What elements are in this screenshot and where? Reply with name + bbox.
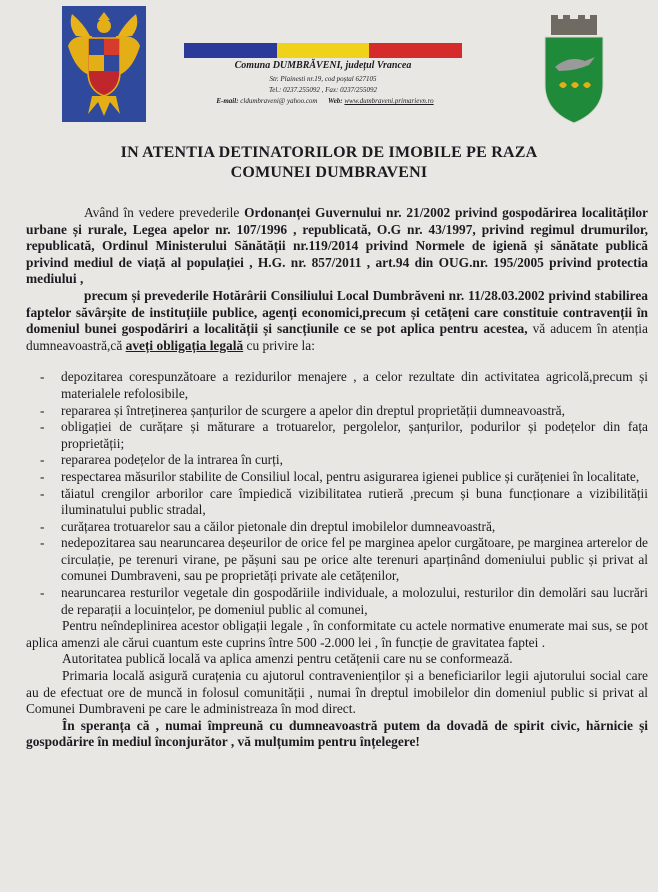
legal-obligation-emphasis: aveți obligația legală	[125, 337, 244, 353]
phone-line: Tel.: 0237.255092 , Fax: 0237/255092	[268, 86, 378, 94]
notice-title-line1: IN ATENTIA DETINATORILOR DE IMOBILE PE RAZA	[120, 144, 538, 161]
flag-yellow-stripe	[277, 43, 370, 58]
closing-thanks-paragraph: În speranța că , numai împreună cu dumneavoastră putem da dovadă de spirit civic, hărnicie și gospodărire în mediul înconjurător , vă mulțumim pentru înțelegere!	[26, 717, 648, 750]
intro-text: Având în vedere prevederile	[84, 205, 245, 220]
fines-paragraph: Pentru neîndeplinirea acestor obligații legale , în conformitate cu actele normative enumerate mai sus, se pot aplica amenzi ale cărui cuantum este cuprins între 500 -2.000 lei , în funcție de gravitatea faptei .	[26, 618, 648, 650]
list-item: - repararea podețelor de la intrarea în curți,	[26, 452, 648, 469]
intro-end-text: cu privire la:	[243, 337, 315, 353]
intro-legal-references: Ordonanței Guvernului nr. 21/2002 privind gospodărirea localităților urbane și rurale, Legea apelor nr. 107/1996 , republicată, O.G nr. 43/1997, privind regimul drumurilor, republicată, Ordinul Ministerului Sănătății nr.119/2014 privind Normele de igienă și sănătate publică privind mediul de viață al populației , H.G. nr. 857/2011 , art.94 din OUG.nr. 195/2005 privind protectia mediului ,	[26, 205, 648, 287]
flag-red-stripe	[369, 43, 462, 58]
list-item: - repararea și întreținerea șanțurilor de scurgere a apelor din dreptul proprietății dumneavoastră,	[26, 403, 648, 420]
list-item: - obligației de curățare și măturare a trotuarelor, pergolelor, șanțurilor, podurilor și podețelor din fața proprietății;	[26, 419, 648, 452]
commune-name: Comuna DUMBRĂVENI, județul Vrancea	[234, 60, 412, 71]
tricolor-flag-bar	[184, 43, 462, 58]
web-address: www.dumbraveni.primarievn.ro	[344, 97, 434, 105]
intro-paragraph-local-council	[26, 288, 648, 354]
email-label: E-mail:	[216, 97, 239, 105]
notice-title-line2: COMUNEI DUMBRAVENI	[230, 164, 428, 181]
local-council-decision: precum și prevederile Hotărârii Consiliului Local Dumbrăveni nr. 11/28.03.2002 privind stabilirea faptelor săvârșite de instituțiile publice, agenți economici,precum și cetățeni care constituie contravenții în domeniul bunei gospodăriri a localității și sancțiunile ce se pot aplica pentru acestea,	[26, 287, 648, 337]
list-item: - tăiatul crengilor arborilor care împiedică vizibilitatea rutieră ,precum și buna funcționare a vizibilității iluminatului public stradal,	[26, 486, 648, 519]
obligations-list	[26, 369, 648, 618]
authority-paragraph: Autoritatea publică locală va aplica amenzi pentru cetățenii care nu se conformează.	[62, 651, 513, 667]
list-item: - nedepozitarea sau nearuncarea deșeurilor de orice fel pe marginea apelor curgătoare, pe marginea arterelor de circulație, pe terenuri virane, pe pășuni sau pe orice alte terenuri aparținând domeniului public și privat al comunei Dumbraveni, sau pe proprietăți private ale cetățenilor,	[26, 535, 648, 585]
notice-body	[26, 205, 648, 751]
list-item: - nearuncarea resturilor vegetale din gospodăriile individuale, a molozului, resturilor din demolări sau lucrări de reparații a locuințelor, pe domeniul public al comunei,	[26, 585, 648, 618]
intro-attention-text: vă aducem în atenția dumneavoastră,că	[26, 321, 648, 353]
web-label: Web:	[327, 97, 343, 105]
romania-coat-of-arms-icon	[62, 6, 146, 122]
contact-line	[170, 97, 480, 105]
intro-paragraph-legal-basis	[26, 205, 648, 288]
list-item: - depozitarea corespunzătoare a rezidurilor menajere , a celor rezultate din activitatea agricolă,precum și materialele refolosibile,	[26, 369, 648, 402]
dumbraveni-coat-of-arms-icon	[541, 15, 607, 125]
list-item: - curățarea trotuarelor sau a căilor pietonale din dreptul imobilelor dumneavoastră,	[26, 519, 648, 536]
email-address: cldumbraveni@ yahoo.com	[240, 97, 318, 105]
cleaning-paragraph: Primaria locală asigură curațenia cu ajutorul contravenienților și a beneficiarilor legii ajutorului social care au de efectuat ore de muncă in folosul comunității , numai în dreptul imobilelor din domeniul public si privat al Comunei Dumbraveni pe care le administreaza în mod direct.	[26, 668, 648, 717]
list-item: - respectarea măsurilor stabilite de Consiliul local, pentru asigurarea igienei publice și curățeniei în localitate,	[26, 469, 648, 486]
address-line: Str. Plainesti nr.19, cod poștal 627105	[269, 75, 377, 83]
flag-blue-stripe	[184, 43, 277, 58]
